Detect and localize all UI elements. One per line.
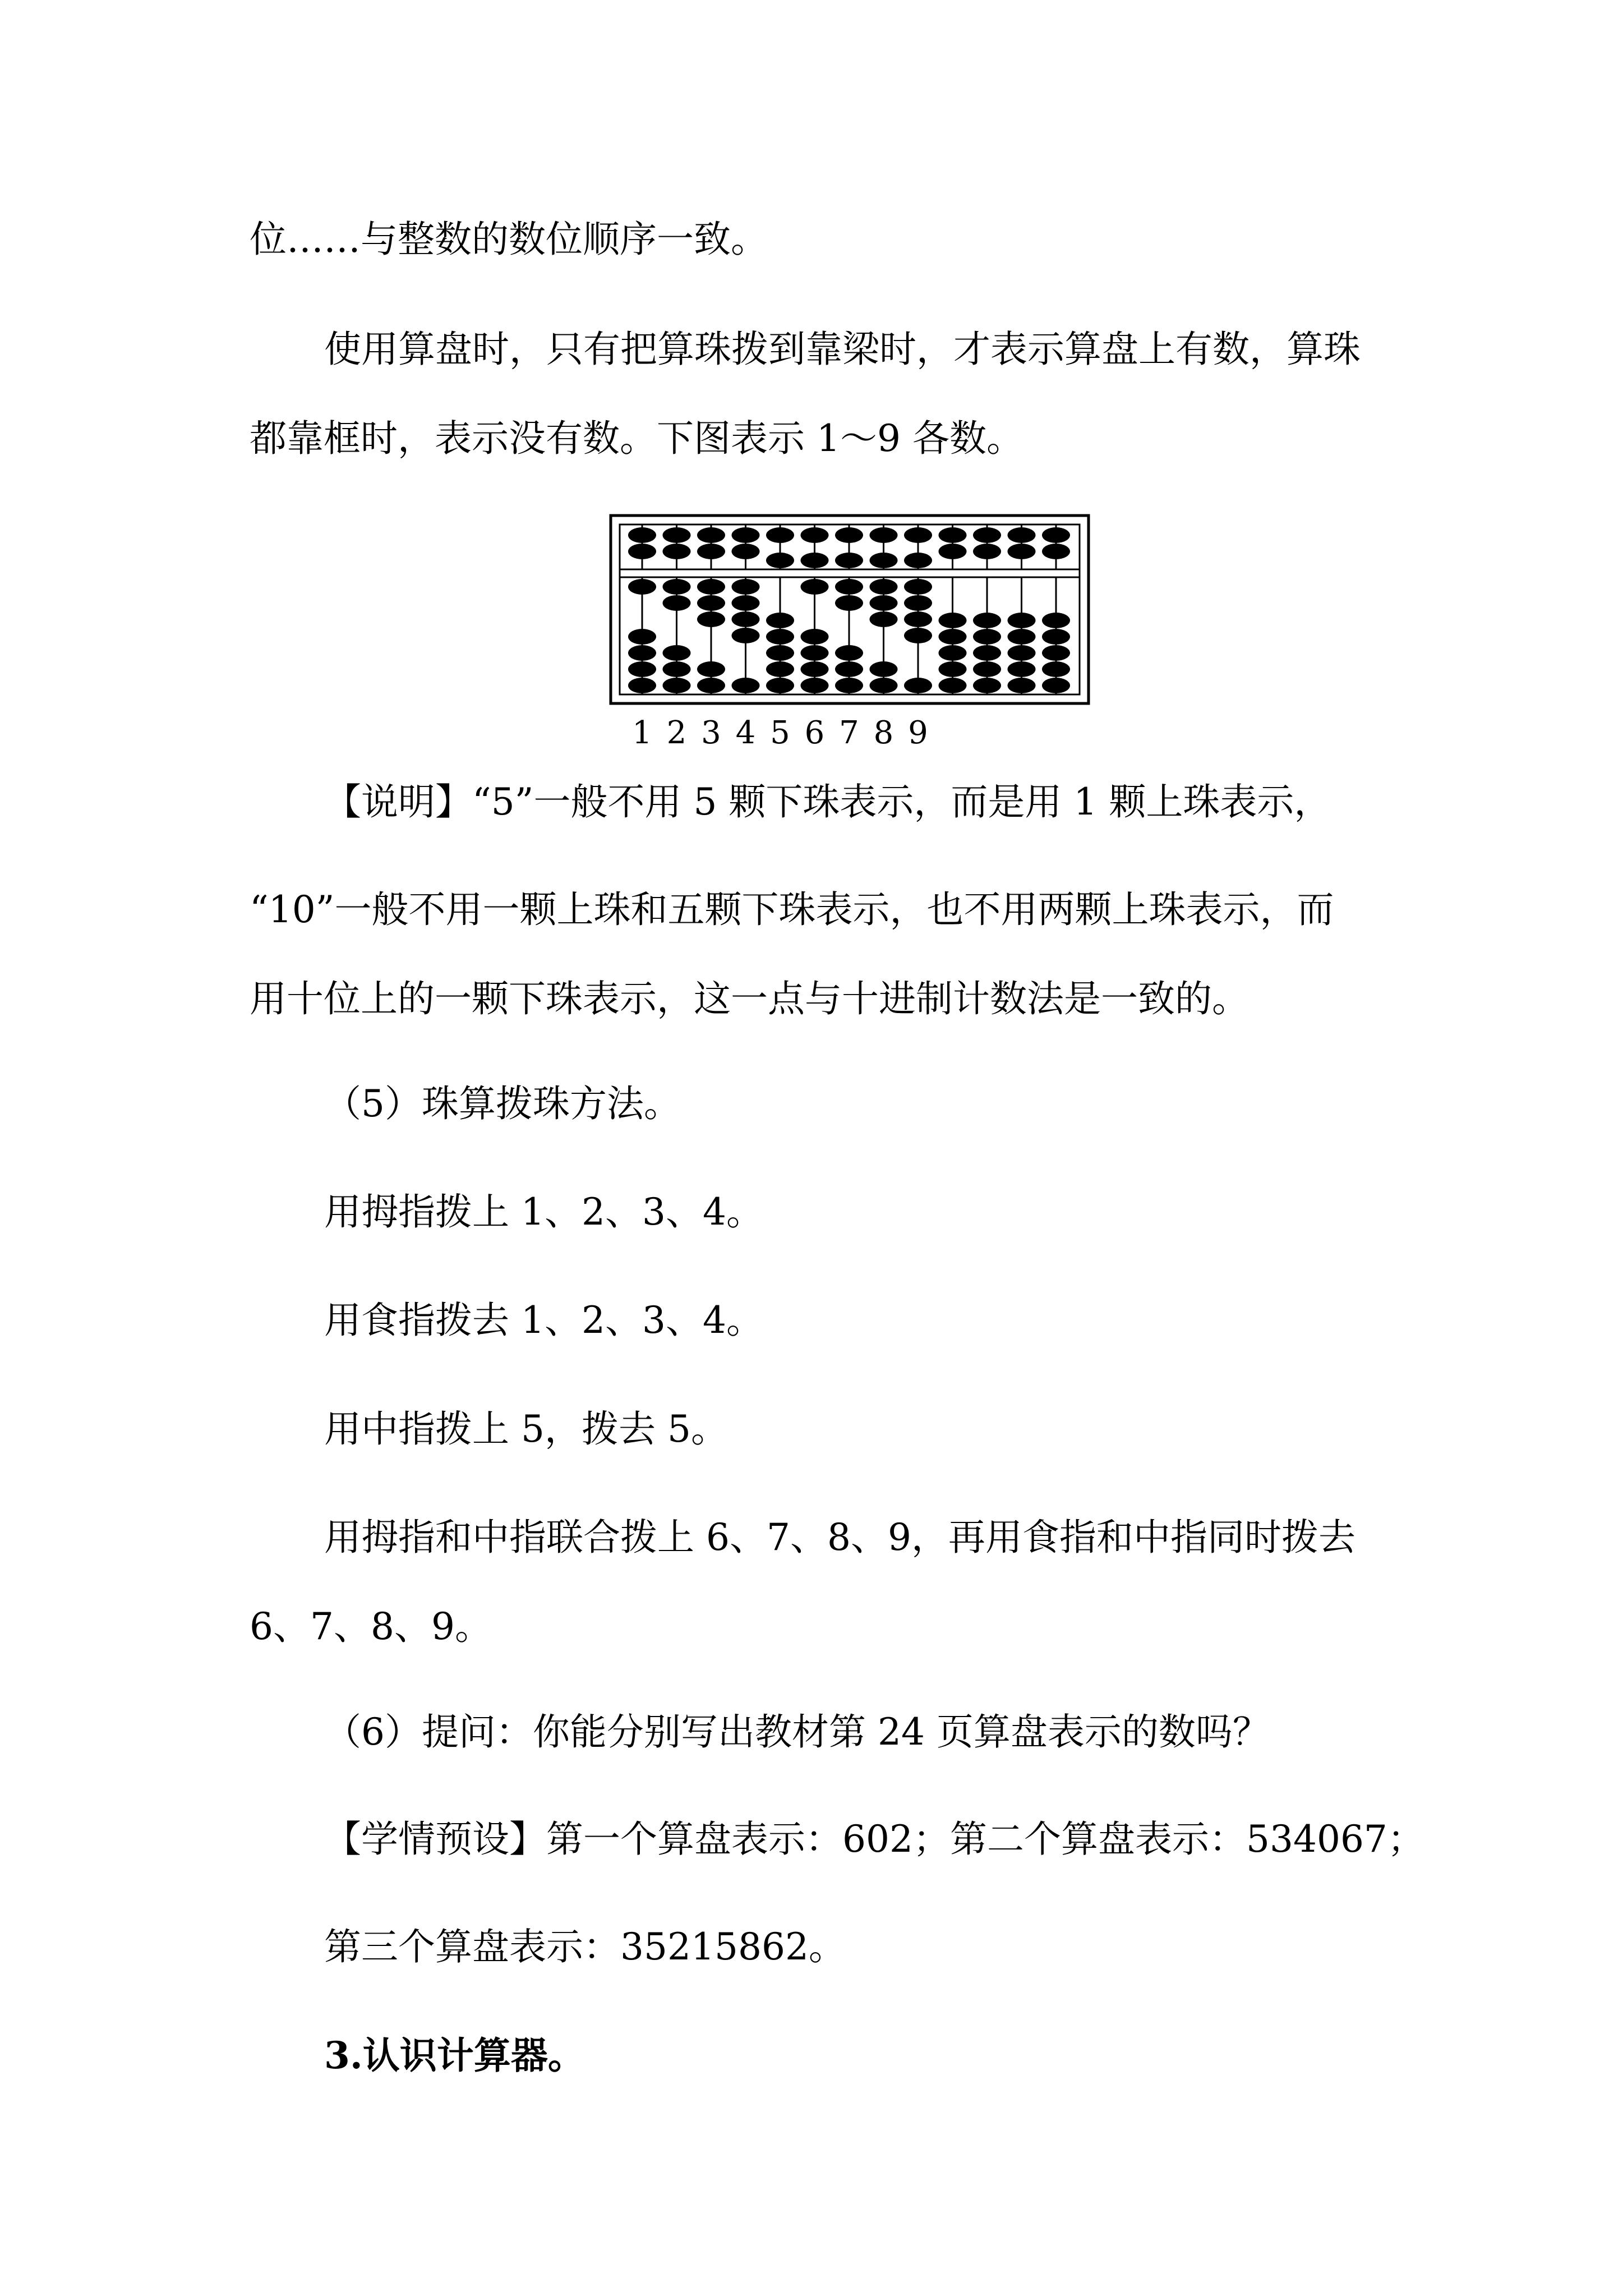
abacus-digit-label: 9 (908, 715, 928, 751)
abacus-lower-bead (766, 629, 794, 645)
text-line-7: （5）珠算拨珠方法。 (324, 1082, 681, 1125)
abacus-lower-bead (697, 611, 725, 627)
abacus-lower-bead (870, 661, 898, 677)
abacus-lower-bead (628, 645, 656, 661)
abacus-lower-bead (628, 661, 656, 677)
abacus-lower-bead (973, 678, 1001, 693)
abacus-lower-bead (1008, 678, 1036, 693)
text-line-3: 都靠框时，表示没有数。下图表示 1～9 各数。 (250, 417, 1023, 460)
abacus-upper-bead (870, 553, 898, 568)
abacus-lower-bead (904, 611, 932, 627)
abacus-lower-bead (904, 579, 932, 595)
abacus-lower-bead (870, 678, 898, 693)
abacus-lower-bead (835, 645, 863, 661)
abacus-upper-bead (766, 527, 794, 543)
abacus-lower-bead (697, 579, 725, 595)
abacus-lower-bead (1042, 645, 1070, 661)
abacus-lower-bead (973, 629, 1001, 645)
abacus-lower-bead (870, 579, 898, 595)
section-heading: 3.认识计算器。 (324, 2033, 585, 2077)
text-line-9: 用食指拨去 1、2、3、4。 (324, 1299, 763, 1342)
abacus-upper-bead (732, 544, 760, 559)
abacus-lower-bead (628, 678, 656, 693)
abacus-upper-bead (766, 553, 794, 568)
abacus-digit-label: 5 (770, 715, 790, 751)
abacus-lower-bead (835, 579, 863, 595)
abacus-lower-bead (904, 595, 932, 611)
text-line-14: 【学情预设】第一个算盘表示：602；第二个算盘表示：534067； (324, 1818, 1424, 1861)
abacus-lower-bead (904, 678, 932, 693)
abacus-lower-bead (732, 678, 760, 693)
abacus-upper-bead (939, 527, 967, 543)
text-line-13: （6）提问：你能分别写出教材第 24 页算盘表示的数吗？ (324, 1710, 1270, 1754)
abacus-lower-bead (835, 661, 863, 677)
text-line-11: 用拇指和中指联合拨上 6、7、8、9，再用食指和中指同时拨去 (324, 1516, 1355, 1559)
abacus-lower-bead (697, 678, 725, 693)
abacus-upper-bead (973, 544, 1001, 559)
text-line-6: 用十位上的一颗下珠表示，这一点与十进制计数法是一致的。 (250, 977, 1249, 1020)
abacus-beam (620, 569, 1080, 577)
abacus-digit-label: 4 (735, 715, 756, 751)
abacus-upper-bead (801, 553, 829, 568)
abacus-upper-bead (1042, 544, 1070, 559)
abacus-lower-bead (766, 645, 794, 661)
abacus-digit-label: 1 (632, 715, 652, 751)
abacus-lower-bead (732, 595, 760, 611)
text-line-1: 位……与整数的数位顺序一致。 (250, 218, 768, 261)
text-line-2: 使用算盘时，只有把算珠拨到靠梁时，才表示算盘上有数，算珠 (324, 328, 1361, 371)
abacus-lower-bead (766, 678, 794, 693)
abacus-lower-bead (1008, 661, 1036, 677)
abacus-upper-bead (801, 527, 829, 543)
abacus-lower-bead (732, 628, 760, 643)
abacus-upper-bead (904, 553, 932, 568)
abacus-upper-bead (1008, 544, 1036, 559)
abacus-lower-bead (801, 678, 829, 693)
abacus-lower-bead (732, 611, 760, 627)
abacus-upper-bead (663, 527, 691, 543)
text-line-15: 第三个算盘表示：35215862。 (324, 1925, 846, 1968)
abacus-upper-bead (835, 553, 863, 568)
abacus-lower-bead (939, 645, 967, 661)
abacus-lower-bead (663, 661, 691, 677)
abacus-upper-bead (939, 544, 967, 559)
abacus-digit-label: 2 (666, 715, 687, 751)
abacus-lower-bead (697, 595, 725, 611)
abacus-lower-bead (904, 628, 932, 643)
abacus-lower-bead (1042, 613, 1070, 628)
abacus-lower-bead (766, 613, 794, 628)
text-line-10: 用中指拨上 5，拨去 5。 (324, 1407, 728, 1451)
abacus-lower-bead (801, 629, 829, 645)
abacus-lower-bead (870, 611, 898, 627)
abacus-lower-bead (973, 613, 1001, 628)
abacus-upper-bead (835, 527, 863, 543)
abacus-lower-bead (1008, 645, 1036, 661)
abacus-lower-bead (1042, 661, 1070, 677)
abacus-lower-bead (732, 579, 760, 595)
abacus-digit-label: 3 (701, 715, 721, 751)
abacus-lower-bead (801, 661, 829, 677)
abacus-upper-bead (697, 527, 725, 543)
abacus-figure (608, 513, 1091, 752)
abacus-lower-bead (1008, 629, 1036, 645)
abacus-upper-bead (1042, 527, 1070, 543)
abacus-lower-bead (663, 579, 691, 595)
abacus-lower-bead (801, 645, 829, 661)
abacus-lower-bead (835, 678, 863, 693)
abacus-lower-bead (766, 661, 794, 677)
text-line-12: 6、7、8、9。 (250, 1605, 492, 1648)
abacus-lower-bead (939, 678, 967, 693)
abacus-lower-bead (870, 595, 898, 611)
text-line-4: 【说明】“5”一般不用 5 颗下珠表示，而是用 1 颗上珠表示， (324, 780, 1331, 823)
abacus-upper-bead (1008, 527, 1036, 543)
abacus-lower-bead (1042, 629, 1070, 645)
abacus-upper-bead (904, 527, 932, 543)
abacus-lower-bead (801, 579, 829, 595)
abacus-lower-bead (628, 579, 656, 595)
abacus-upper-bead (973, 527, 1001, 543)
abacus-digit-labels (632, 715, 928, 751)
abacus-lower-bead (939, 629, 967, 645)
text-line-5: “10”一般不用一颗上珠和五颗下珠表示，也不用两颗上珠表示，而 (250, 888, 1334, 931)
abacus-upper-bead (663, 544, 691, 559)
abacus-upper-bead (628, 544, 656, 559)
abacus-lower-bead (697, 661, 725, 677)
abacus-lower-bead (663, 645, 691, 661)
abacus-upper-bead (697, 544, 725, 559)
abacus-digit-label: 6 (804, 715, 825, 751)
abacus-lower-bead (628, 629, 656, 645)
abacus-lower-bead (663, 678, 691, 693)
abacus-lower-bead (835, 595, 863, 611)
abacus-lower-bead (973, 661, 1001, 677)
abacus-upper-bead (870, 527, 898, 543)
abacus-lower-bead (939, 613, 967, 628)
abacus-lower-bead (939, 661, 967, 677)
abacus-lower-bead (1008, 613, 1036, 628)
abacus-upper-bead (628, 527, 656, 543)
abacus-upper-bead (732, 527, 760, 543)
abacus-lower-bead (973, 645, 1001, 661)
abacus-lower-bead (663, 595, 691, 611)
text-line-8: 用拇指拨上 1、2、3、4。 (324, 1190, 763, 1234)
abacus-digit-label: 7 (839, 715, 859, 751)
abacus-digit-label: 8 (873, 715, 894, 751)
abacus-lower-bead (1042, 678, 1070, 693)
